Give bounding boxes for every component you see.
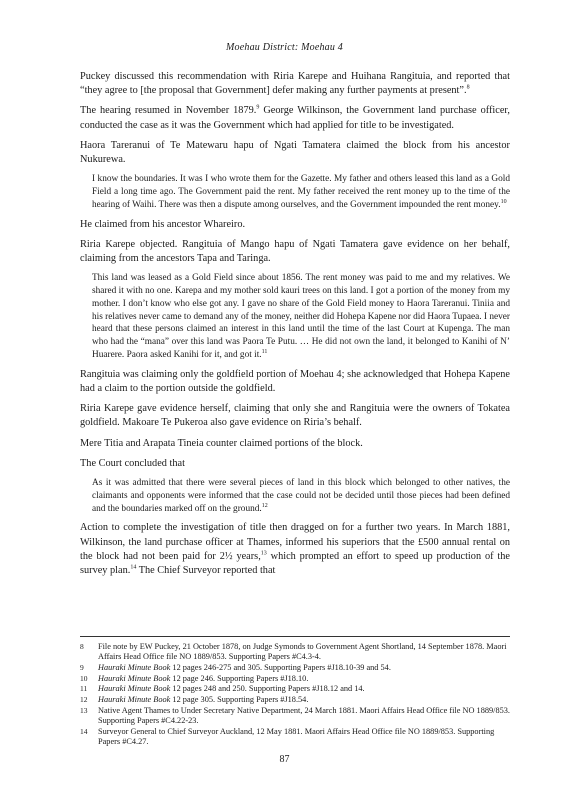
footnote-citation: 12 pages 246-275 and 305. Supporting Papers #J18.10-39 and 54.: [170, 662, 391, 672]
paragraph: [80, 139, 510, 167]
paragraph-text: Action to complete the investigation of title then dragged on for a further two years. In March 1881, Wilkinson, the land purchase officer at Thames, informed his superiors that the £500 annual rental on the block had not been paid for 2½ years,: [80, 522, 510, 562]
paragraph-text: Haora Tareranui of Te Matewaru hapu of Ngati Tamatera claimed the block from his ancestor Nukurewa.: [80, 139, 510, 166]
paragraph: [80, 218, 510, 232]
footnote-source-title: Hauraki Minute Book: [98, 684, 171, 694]
footnote-text: [98, 706, 510, 726]
paragraph: [80, 70, 510, 98]
paragraph: [80, 521, 510, 578]
paragraph: [80, 437, 510, 451]
footnote-ref: 11: [261, 348, 268, 355]
footnotes: [80, 636, 510, 748]
footnote-citation: 12 page 305. Supporting Papers #J18.54.: [170, 695, 309, 705]
footnote-number: 10: [80, 673, 88, 683]
footnote: [80, 684, 510, 694]
footnote-number: 12: [80, 695, 88, 705]
footnote: [80, 695, 510, 705]
footnote-citation: Surveyor General to Chief Surveyor Auckland, 12 May 1881. Maori Affairs Head Office file NO 1889/853. Supporting Papers #C4.27.: [98, 726, 495, 746]
footnote: [80, 674, 510, 684]
footnote: [80, 706, 510, 726]
footnote-source-title: Hauraki Minute Book: [98, 662, 171, 672]
paragraph: [80, 104, 510, 132]
paragraph: [80, 402, 510, 430]
block-quote: [92, 477, 510, 515]
paragraph: [80, 238, 510, 266]
paragraph-text: I know the boundaries. It was I who wrote them for the Gazette. My father and others leased this land as a Gold Field a long time ago. The Government paid the rent. My father received the rent money up to the time of the hearing of Waihi. There was then a dispute among ourselves, and the Government impounded the rent money.: [92, 174, 510, 210]
footnote-ref: 8: [466, 84, 470, 91]
footnote-text: [98, 663, 510, 673]
paragraph-text: Mere Titia and Arapata Tineia counter claimed portions of the block.: [80, 437, 363, 449]
paragraph-text: Puckey discussed this recommendation with Riria Karepe and Huihana Rangituia, and reported that “they agree to [the proposal that Government] defer making any further payments at present”.: [80, 71, 510, 97]
block-quote: [92, 272, 510, 362]
paragraph-text: Riria Karepe objected. Rangituia of Mango hapu of Ngati Tamatera gave evidence on her behalf, claiming from the ancestors Tapa and Taringa.: [80, 238, 510, 265]
footnote: [80, 727, 510, 747]
paragraph-text: which prompted an effort to speed up production of the survey plan.: [80, 550, 510, 577]
footnote-number: 14: [80, 726, 88, 736]
page-number: 87: [279, 754, 290, 765]
paragraph-text: Rangituia was claiming only the goldfield portion of Moehau 4; she acknowledged that Hohepa Kapene had a claim to the portion outside the goldfield.: [80, 368, 510, 394]
footnote-citation: 12 pages 248 and 250. Supporting Papers #J18.12 and 14.: [170, 684, 365, 694]
footnote-text: [98, 727, 510, 747]
body-text: [80, 70, 510, 584]
paragraph: [80, 368, 510, 396]
footnote-text: [98, 695, 510, 705]
footnote-ref: 10: [500, 198, 507, 205]
footnote-ref: 12: [261, 502, 268, 509]
footnote-number: 11: [80, 684, 88, 694]
footnote: [80, 642, 510, 662]
footnote-ref: 14: [130, 564, 137, 571]
footnote-rule: [80, 636, 510, 637]
footnote-ref: 13: [260, 550, 267, 557]
paragraph-text: The Chief Surveyor reported that: [136, 565, 276, 577]
footnote-number: 8: [80, 642, 84, 651]
paragraph: [80, 457, 510, 471]
footnote-citation: 12 page 246. Supporting Papers #J18.10.: [170, 673, 309, 683]
block-quote: [92, 173, 510, 211]
footnote-citation: File note by EW Puckey, 21 October 1878, on Judge Symonds to Government Agent Shortland, 14 September 1878. Maori Affairs Head Office file NO 1889/853. Supporting Papers #C4.3-4.: [98, 642, 507, 662]
footnote-text: [98, 684, 510, 694]
paragraph-text: The Court concluded that: [80, 457, 185, 469]
footnote-number: 9: [80, 662, 84, 672]
footnote-list: [80, 642, 510, 747]
paragraph-text: Riria Karepe gave evidence herself, claiming that only she and Rangituia were the owners of Tokatea goldfield. Makoare Te Pukeroa also gave evidence on Riria’s behalf.: [80, 403, 510, 429]
footnote-ref: 9: [256, 104, 260, 111]
running-header: Moehau District: Moehau 4: [226, 42, 343, 53]
footnote-text: [98, 674, 510, 684]
footnote-number: 13: [80, 705, 88, 715]
paragraph-text: The hearing resumed in November 1879.: [80, 105, 257, 117]
footnote-source-title: Hauraki Minute Book: [98, 673, 171, 683]
paragraph-text: George Wilkinson, the Government land purchase officer, conducted the case as it was the Government which had applied for title to be investigated.: [80, 105, 510, 131]
footnote-text: [98, 642, 510, 662]
footnote-source-title: Hauraki Minute Book: [98, 695, 171, 705]
footnote-citation: Native Agent Thames to Under Secretary Native Department, 24 March 1881. Maori Affairs Head Office file NO 1889/853. Supporting Papers #C4.22-23.: [98, 705, 510, 725]
paragraph-text: He claimed from his ancestor Whareiro.: [80, 218, 246, 230]
footnote: [80, 663, 510, 673]
paragraph-text: As it was admitted that there were several pieces of land in this block which belonged to other natives, the claimants and opponents were informed that the case could not be decided until those pieces had been defined and the boundaries marked off on the ground.: [92, 478, 510, 514]
paragraph-text: This land was leased as a Gold Field since about 1856. The rent money was paid to me and my relatives. We shared it with no one. Karepa and my mother sold kauri trees on this land. I got a portion of the money from my mother. I don’t know who else got any. I gave no share of the Gold Field money to Haora Tareranui. Tiniia and his relatives never came to demand any of the money, neither did Hohepa Kapene nor did Haora Tupaea. I never heard that these persons claimed an interest in this land until the time of the last Court at Kupenga. The man who had the “mana” over this land was Paora Te Putu. … He did not own the land, it belonged to Kanihi of N’ Huarere. Paora asked Kanihi for it, and got it.: [92, 273, 510, 360]
